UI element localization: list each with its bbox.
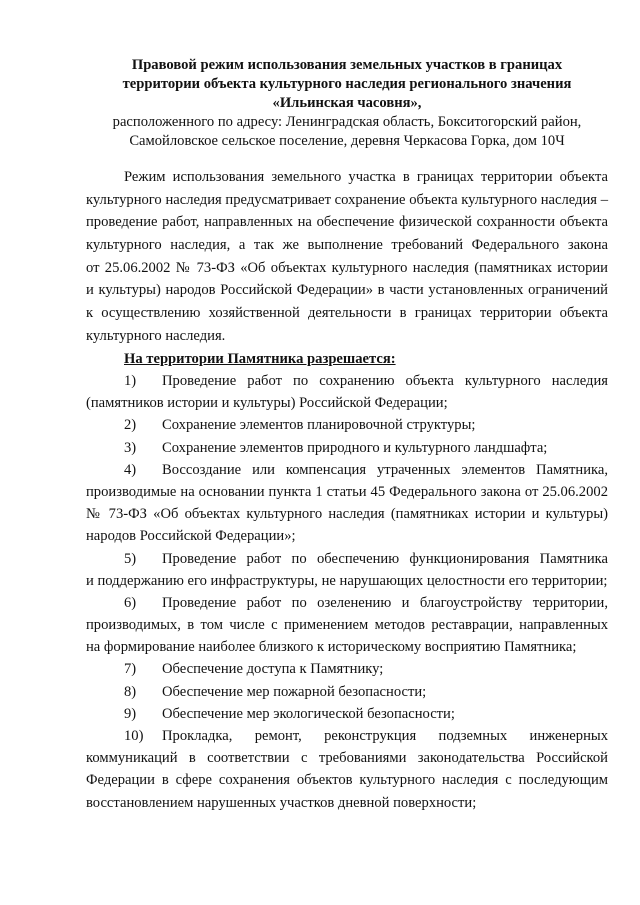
list-item-continuation: № 73-ФЗ «Об объектах культурного наследия (памятниках истории и культуры) — [86, 506, 608, 523]
intro-line: культурного наследия, а так же выполнение требований Федерального закона — [86, 237, 608, 254]
list-item-number: 7) — [124, 661, 137, 678]
list-item-continuation: коммуникаций в соответствии с требованиями законодательства Российской — [86, 750, 608, 767]
list-item — [86, 370, 608, 392]
list-item-continuation: Федерации в сфере сохранения объектов культурного наследия с последующим — [86, 772, 608, 789]
intro-line: культурного наследия. — [86, 327, 226, 344]
list-item-number: 1) — [124, 373, 137, 389]
intro-line: культурного наследия предусматривает сохранение объекта культурного наследия – — [86, 191, 608, 208]
title-line-2: территории объекта культурного наследия регионального значения — [122, 76, 572, 92]
intro-line: и культуры) народов Российской Федерации» в части установленных ограничений — [86, 282, 608, 299]
list-item-continuation: производимые на основании пункта 1 статьи 45 Федерального закона от 25.06.2002 — [86, 483, 608, 500]
title-line-3: «Ильинская часовня», — [272, 95, 422, 111]
list-item — [86, 437, 608, 459]
document-title — [86, 56, 608, 151]
list-item-number: 10) — [124, 728, 144, 744]
list-item-continuation: на формирование наиболее близкого к историческому восприятию Памятника; — [86, 639, 577, 656]
list-item-text: Проведение работ по озеленению и благоустройству территории, — [162, 594, 608, 611]
intro-line: от 25.06.2002 № 73-ФЗ «Об объектах культурного наследия (памятниках истории — [86, 259, 608, 276]
list-item-number: 6) — [124, 594, 137, 611]
list-item-number: 2) — [124, 417, 137, 434]
list-item-number: 5) — [124, 550, 137, 567]
list-item-text: Прокладка, ремонт, реконструкция подземных инженерных — [162, 728, 608, 744]
list-item — [86, 681, 608, 703]
list-item-continuation: восстановлением нарушенных участков дневной поверхности; — [86, 794, 477, 811]
list-item-text: Проведение работ по обеспечению функционирования Памятника — [162, 550, 608, 567]
list-item-continuation: (памятников истории и культуры) Российской Федерации; — [86, 395, 448, 412]
list-item — [86, 548, 608, 570]
allowed-heading: На территории Памятника разрешается: — [124, 351, 396, 367]
title-line-1: Правовой режим использования земельных участков в границах — [131, 57, 563, 73]
list-item-text: Обеспечение мер пожарной безопасности; — [162, 683, 427, 700]
intro-line: Режим использования земельного участка в границах территории объекта — [124, 169, 608, 185]
list-item-continuation: народов Российской Федерации»; — [86, 528, 296, 545]
list-item-number: 4) — [124, 461, 137, 478]
list-item-number: 8) — [124, 683, 137, 700]
address-line-2: Самойловское сельское поселение, деревня Черкасова Горка, дом 10Ч — [129, 133, 565, 149]
list-item-text: Обеспечение доступа к Памятнику; — [162, 661, 384, 678]
list-item — [86, 658, 608, 680]
list-item — [86, 414, 608, 436]
list-item-number: 9) — [124, 705, 137, 722]
list-item-text: Сохранение элементов планировочной структуры; — [162, 417, 476, 434]
list-item — [86, 459, 608, 481]
address-line-1: расположенного по адресу: Ленинградская область, Бокситогорский район, — [112, 114, 582, 130]
list-item-continuation: и поддержанию его инфраструктуры, не нарушающих целостности его территории; — [86, 572, 608, 589]
list-item-continuation: производимых, в том числе с применением методов реставрации, направленных — [86, 617, 608, 634]
list-item-text: Проведение работ по сохранению объекта культурного наследия — [162, 373, 608, 389]
list-item — [86, 592, 608, 614]
intro-line: проведение работ, направленных на обеспечение физической сохранности объекта — [86, 214, 608, 231]
intro-paragraph — [86, 166, 608, 348]
list-item — [86, 725, 608, 747]
list-item-text: Обеспечение мер экологической безопасности; — [162, 705, 455, 722]
list-item-number: 3) — [124, 439, 137, 456]
list-item-text: Воссоздание или компенсация утраченных элементов Памятника, — [162, 461, 608, 478]
list-item-text: Сохранение элементов природного и культурного ландшафта; — [162, 439, 548, 456]
intro-line: к осуществлению хозяйственной деятельности в границах территории объекта — [86, 305, 608, 322]
allowed-list — [86, 370, 608, 814]
list-item — [86, 703, 608, 725]
